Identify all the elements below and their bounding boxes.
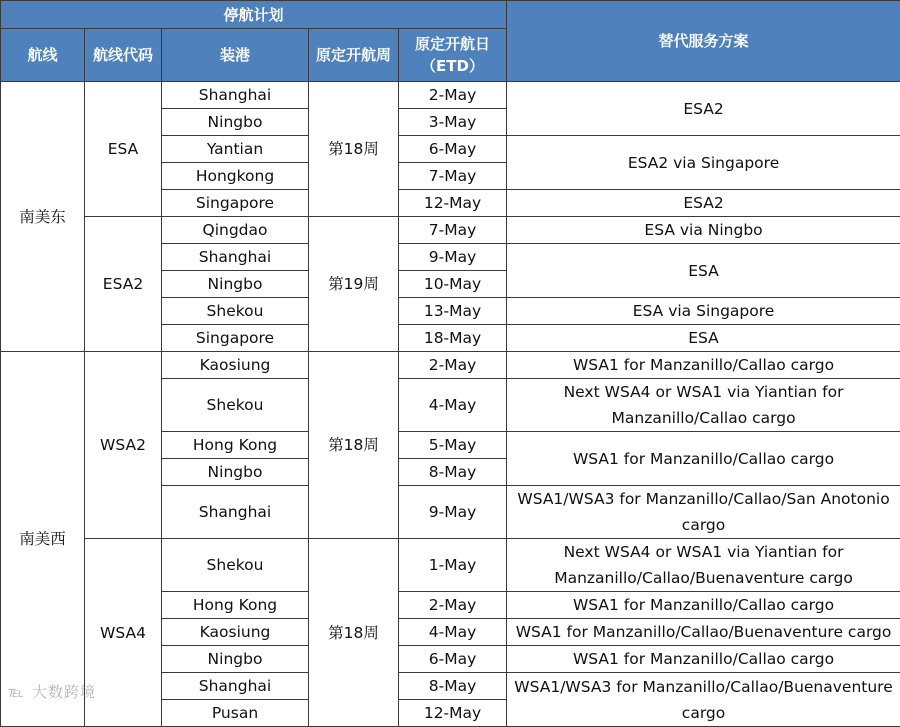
alternative-cell: WSA1/WSA3 for Manzanillo/Callao/Buenaventure cargo bbox=[507, 673, 900, 727]
port-cell: Shanghai bbox=[162, 673, 309, 700]
watermark-logo-icon: ℡ bbox=[8, 683, 24, 701]
etd-cell: 10-May bbox=[399, 271, 507, 298]
port-cell: Shekou bbox=[162, 298, 309, 325]
watermark-text: 大数跨境 bbox=[32, 683, 96, 701]
port-cell: Ningbo bbox=[162, 646, 309, 673]
port-cell: Shekou bbox=[162, 539, 309, 592]
alternative-cell: ESA bbox=[507, 244, 900, 298]
alternative-cell: ESA bbox=[507, 325, 900, 352]
etd-cell: 6-May bbox=[399, 136, 507, 163]
etd-cell: 4-May bbox=[399, 379, 507, 432]
header-original-etd bbox=[399, 29, 507, 82]
alternative-cell: Next WSA4 or WSA1 via Yiantian for Manzanillo/Callao cargo bbox=[507, 379, 900, 432]
header-loading-port: 装港 bbox=[162, 29, 309, 82]
port-cell: Pusan bbox=[162, 700, 309, 727]
etd-cell: 2-May bbox=[399, 82, 507, 109]
header-original-week: 原定开航周 bbox=[309, 29, 399, 82]
route-code-cell: ESA bbox=[85, 82, 162, 217]
alternative-cell: ESA via Singapore bbox=[507, 298, 900, 325]
alternative-cell: WSA1 for Manzanillo/Callao cargo bbox=[507, 592, 900, 619]
etd-cell: 7-May bbox=[399, 163, 507, 190]
alternative-cell: ESA2 via Singapore bbox=[507, 136, 900, 190]
etd-cell: 9-May bbox=[399, 244, 507, 271]
port-cell: Hong Kong bbox=[162, 432, 309, 459]
etd-cell: 9-May bbox=[399, 486, 507, 539]
header-suspension-plan: 停航计划 bbox=[1, 1, 507, 29]
table-row bbox=[1, 82, 900, 109]
etd-cell: 5-May bbox=[399, 432, 507, 459]
alternative-cell: WSA1 for Manzanillo/Callao cargo bbox=[507, 646, 900, 673]
alternative-cell: ESA2 bbox=[507, 190, 900, 217]
header-alternative-service: 替代服务方案 bbox=[507, 1, 900, 82]
etd-cell: 2-May bbox=[399, 592, 507, 619]
port-cell: Kaosiung bbox=[162, 352, 309, 379]
alternative-cell: WSA1 for Manzanillo/Callao cargo bbox=[507, 432, 900, 486]
watermark bbox=[8, 681, 96, 702]
route-cell: 南美西 bbox=[1, 352, 85, 727]
etd-cell: 7-May bbox=[399, 217, 507, 244]
week-cell: 第18周 bbox=[309, 539, 399, 727]
port-cell: Hongkong bbox=[162, 163, 309, 190]
week-cell: 第18周 bbox=[309, 352, 399, 539]
table-row bbox=[1, 217, 900, 244]
alternative-cell: WSA1 for Manzanillo/Callao cargo bbox=[507, 352, 900, 379]
port-cell: Ningbo bbox=[162, 271, 309, 298]
port-cell: Shanghai bbox=[162, 486, 309, 539]
header-route-code: 航线代码 bbox=[85, 29, 162, 82]
port-cell: Shanghai bbox=[162, 82, 309, 109]
port-cell: Qingdao bbox=[162, 217, 309, 244]
header-route: 航线 bbox=[1, 29, 85, 82]
etd-cell: 1-May bbox=[399, 539, 507, 592]
etd-cell: 18-May bbox=[399, 325, 507, 352]
port-cell: Shekou bbox=[162, 379, 309, 432]
header-etd-line1: 原定开航日 bbox=[415, 35, 490, 53]
etd-cell: 12-May bbox=[399, 190, 507, 217]
port-cell: Yantian bbox=[162, 136, 309, 163]
etd-cell: 2-May bbox=[399, 352, 507, 379]
route-code-cell: ESA2 bbox=[85, 217, 162, 352]
alternative-cell: WSA1 for Manzanillo/Callao/Buenaventure cargo bbox=[507, 619, 900, 646]
alternative-cell: Next WSA4 or WSA1 via Yiantian for Manzanillo/Callao/Buenaventure cargo bbox=[507, 539, 900, 592]
port-cell: Ningbo bbox=[162, 109, 309, 136]
table-row bbox=[1, 539, 900, 592]
week-cell: 第18周 bbox=[309, 82, 399, 217]
etd-cell: 13-May bbox=[399, 298, 507, 325]
alternative-cell: WSA1/WSA3 for Manzanillo/Callao/San Anotonio cargo bbox=[507, 486, 900, 539]
route-code-cell: WSA4 bbox=[85, 539, 162, 727]
etd-cell: 3-May bbox=[399, 109, 507, 136]
port-cell: Kaosiung bbox=[162, 619, 309, 646]
etd-cell: 4-May bbox=[399, 619, 507, 646]
port-cell: Singapore bbox=[162, 325, 309, 352]
port-cell: Hong Kong bbox=[162, 592, 309, 619]
alternative-cell: ESA via Ningbo bbox=[507, 217, 900, 244]
alternative-cell: ESA2 bbox=[507, 82, 900, 136]
port-cell: Shanghai bbox=[162, 244, 309, 271]
port-cell: Singapore bbox=[162, 190, 309, 217]
etd-cell: 12-May bbox=[399, 700, 507, 727]
port-cell: Ningbo bbox=[162, 459, 309, 486]
header-etd-line2: （ETD） bbox=[421, 57, 484, 75]
etd-cell: 6-May bbox=[399, 646, 507, 673]
etd-cell: 8-May bbox=[399, 459, 507, 486]
etd-cell: 8-May bbox=[399, 673, 507, 700]
week-cell: 第19周 bbox=[309, 217, 399, 352]
table-row bbox=[1, 352, 900, 379]
route-code-cell: WSA2 bbox=[85, 352, 162, 539]
route-cell: 南美东 bbox=[1, 82, 85, 352]
